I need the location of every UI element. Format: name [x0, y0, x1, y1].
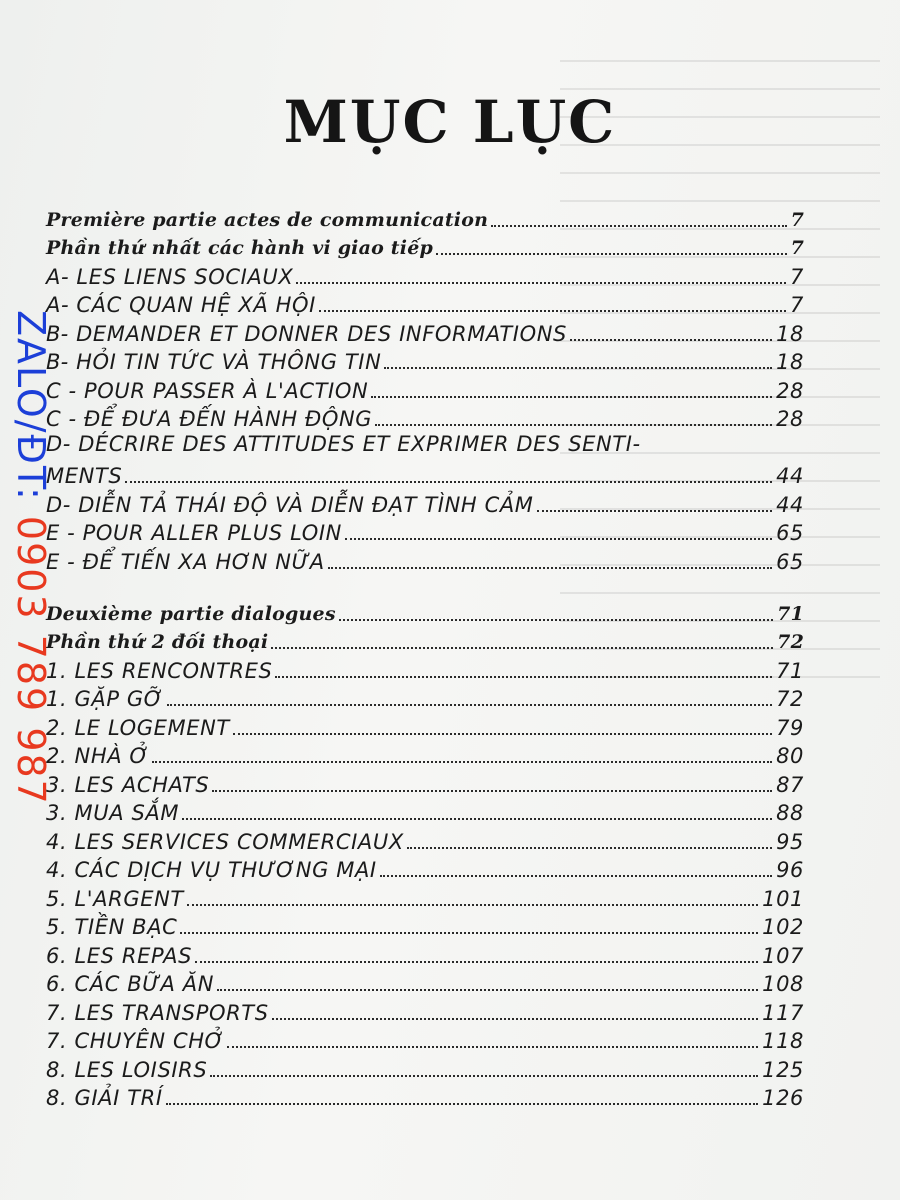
toc-page-number: 101 [762, 887, 804, 911]
toc-page-number: 72 [777, 631, 804, 653]
dot-leader [380, 875, 772, 877]
toc-entry-label: 4. CÁC DỊCH VỤ THƯƠNG MẠI [46, 858, 377, 882]
toc-entry-label: 6. LES REPAS [46, 944, 193, 968]
toc-page-number: 7 [790, 293, 804, 317]
toc-entry-wrapped-line: D- DÉCRIRE DES ATTITUDES ET EXPRIMER DES SENTI- [46, 432, 641, 456]
toc-page-number: 107 [762, 944, 804, 968]
toc-page-number: 65 [776, 550, 804, 574]
toc-entry-label: C - POUR PASSER À L'ACTION [46, 379, 369, 403]
toc-entry [46, 318, 804, 346]
dot-leader [384, 367, 772, 369]
toc-entry-label: 4. LES SERVICES COMMERCIAUX [46, 830, 404, 854]
toc-entry-label: E - ĐỂ TIẾN XA HƠN NỮA [46, 550, 325, 574]
dot-leader [217, 989, 758, 991]
toc-entry-label: 1. GẶP GỠ [46, 687, 164, 711]
toc-entry [46, 797, 804, 825]
toc-entry [46, 940, 804, 968]
toc-entry-label: D- DIỄN TẢ THÁI ĐỘ VÀ DIỄN ĐẠT TÌNH CẢM [46, 493, 534, 517]
dot-leader [125, 481, 772, 483]
toc-entry [46, 854, 804, 882]
toc-page-number: 126 [762, 1086, 804, 1110]
dot-leader [167, 704, 773, 706]
dot-leader [182, 818, 772, 820]
toc-page-number: 118 [762, 1029, 804, 1053]
toc-page-number: 88 [776, 801, 804, 825]
toc-page-number: 117 [762, 1001, 804, 1025]
dot-leader [371, 396, 772, 398]
toc-entry-label: 6. CÁC BỮA ĂN [46, 972, 215, 996]
toc-entry [46, 1025, 804, 1053]
toc-entry [46, 460, 804, 488]
toc-entry-label: Phần thứ nhất các hành vi giao tiếp [46, 237, 433, 259]
toc-entry-label: Phần thứ 2 đối thoại [46, 631, 269, 653]
toc-entry-label: 7. CHUYÊN CHỞ [46, 1029, 225, 1053]
toc-page-number: 44 [776, 464, 804, 488]
dot-leader [233, 733, 772, 735]
toc-section-heading [46, 598, 804, 626]
toc-page-number: 102 [762, 915, 804, 939]
toc-page-number: 71 [777, 603, 804, 625]
dot-leader [210, 1075, 758, 1077]
toc-page-number: 79 [776, 716, 804, 740]
toc-page-number: 7 [790, 237, 804, 259]
toc-page-number: 7 [790, 209, 804, 231]
dot-leader [328, 567, 772, 569]
toc-entry [46, 883, 804, 911]
dot-leader [212, 790, 772, 792]
phone-watermark [9, 310, 53, 806]
toc-entry [46, 261, 804, 289]
toc-page-number: 71 [776, 659, 804, 683]
toc-entry [46, 911, 804, 939]
toc-entry [46, 489, 804, 517]
toc-entry-label: MENTS [46, 464, 123, 488]
toc-page-number: 28 [776, 407, 804, 431]
toc-entry [46, 740, 804, 768]
toc-entry-label: 3. LES ACHATS [46, 773, 210, 797]
toc-entry [46, 375, 804, 403]
toc-page-number: 108 [762, 972, 804, 996]
toc-entry-label: 5. L'ARGENT [46, 887, 184, 911]
toc-entry [46, 289, 804, 317]
dot-leader [180, 932, 758, 934]
toc-entry [46, 712, 804, 740]
toc-entry-label: 1. LES RENCONTRES [46, 659, 273, 683]
dot-leader [345, 538, 772, 540]
toc-page-number: 7 [790, 265, 804, 289]
dot-leader [375, 424, 772, 426]
dot-leader [187, 904, 758, 906]
dot-leader [195, 961, 758, 963]
toc-section-heading [46, 626, 804, 654]
toc-entry-label: A- LES LIENS SOCIAUX [46, 265, 294, 289]
toc-page-number: 18 [776, 350, 804, 374]
dot-leader [275, 676, 772, 678]
dot-leader [227, 1046, 758, 1048]
dot-leader [152, 761, 772, 763]
toc-entry [46, 826, 804, 854]
watermark-prefix: ZALO/ĐT: [9, 310, 53, 516]
toc-page-number: 28 [776, 379, 804, 403]
page-title: MỤC LỤC [283, 88, 617, 156]
toc-page-number: 125 [762, 1058, 804, 1082]
dot-leader [296, 282, 786, 284]
toc-entry-label: Deuxième partie dialogues [46, 603, 336, 625]
toc-entry [46, 1082, 804, 1110]
toc-entry [46, 655, 804, 683]
toc-entry-label: B- HỎI TIN TỨC VÀ THÔNG TIN [46, 350, 382, 374]
toc-entry-label: Première partie actes de communication [46, 209, 489, 231]
toc-entry-label: 2. LE LOGEMENT [46, 716, 230, 740]
toc-entry [46, 683, 804, 711]
toc-page-number: 18 [776, 322, 804, 346]
dot-leader [570, 339, 772, 341]
toc-entry-label: 5. TIỀN BẠC [46, 915, 178, 939]
toc-entry [46, 1054, 804, 1082]
dot-leader [436, 253, 787, 255]
toc-entry-label: E - POUR ALLER PLUS LOIN [46, 521, 342, 545]
toc-entry [46, 769, 804, 797]
toc-entry-label: 7. LES TRANSPORTS [46, 1001, 269, 1025]
dot-leader [319, 310, 786, 312]
dot-leader [166, 1103, 758, 1105]
toc-entry-label: C - ĐỂ ĐƯA ĐẾN HÀNH ĐỘNG [46, 407, 373, 431]
toc-page-number: 96 [776, 858, 804, 882]
toc-page-number: 72 [776, 687, 804, 711]
toc-page-number: 95 [776, 830, 804, 854]
dot-leader [339, 619, 773, 621]
dot-leader [491, 225, 786, 227]
toc-entry [46, 346, 804, 374]
toc-section-heading [46, 204, 804, 232]
dot-leader [271, 647, 773, 649]
toc-entry [46, 968, 804, 996]
watermark-phone-number: 0903 789 987 [9, 515, 53, 806]
toc-entry-label: 8. GIẢI TRÍ [46, 1086, 163, 1110]
toc-entry-label: 3. MUA SẮM [46, 801, 180, 825]
toc-entry [46, 403, 804, 431]
toc-entry [46, 997, 804, 1025]
toc-page-number: 65 [776, 521, 804, 545]
dot-leader [537, 510, 773, 512]
toc-page-number: 44 [776, 493, 804, 517]
toc-entry-label: 2. NHÀ Ở [46, 744, 150, 768]
toc-page-number: 87 [776, 773, 804, 797]
toc-entry-label: 8. LES LOISIRS [46, 1058, 208, 1082]
toc-entry [46, 517, 804, 545]
toc-entry-label: A- CÁC QUAN HỆ XÃ HỘI [46, 293, 316, 317]
dot-leader [272, 1018, 758, 1020]
toc-entry [46, 546, 804, 574]
toc-section-heading [46, 232, 804, 260]
dot-leader [407, 847, 772, 849]
toc-entry-label: B- DEMANDER ET DONNER DES INFORMATIONS [46, 322, 567, 346]
toc-page-number: 80 [776, 744, 804, 768]
